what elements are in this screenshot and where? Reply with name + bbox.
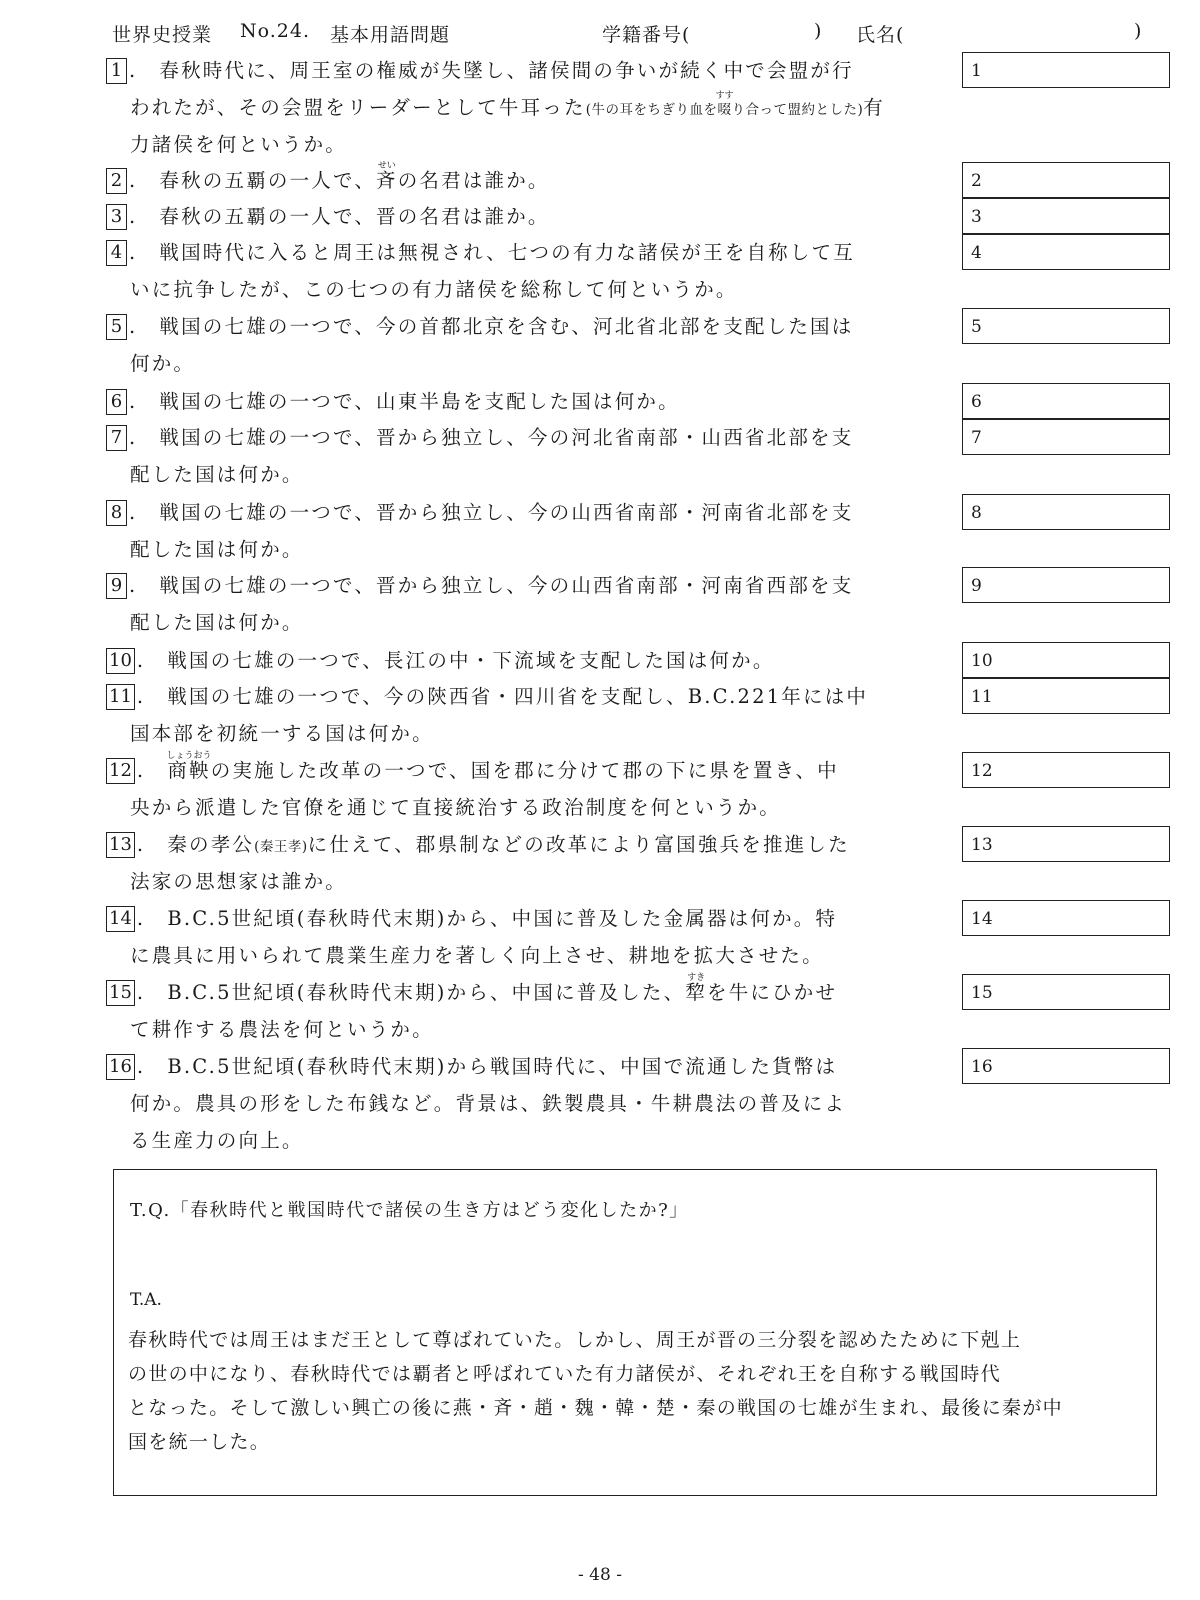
student-id-close: )	[814, 20, 823, 42]
question-2: 2 . 春秋の五覇の一人で、 せい 斉の名君は誰か。	[106, 162, 956, 199]
question-12: 12 . しょうおう 商鞅の実施した改革の一つで、国を郡に分けて郡の下に県を置き、中 央から派遣した官僚を通じて直接統治する政治制度を何というか。	[106, 752, 956, 826]
question-number: 1	[106, 58, 127, 84]
question-3: 3 . 春秋の五覇の一人で、晋の名君は誰か。	[106, 198, 956, 235]
question-1: 1 . 春秋時代に、周王室の権威が失墜し、諸侯間の争いが続く中で会盟が行 われたが、その会盟をリーダーとして牛耳った(牛の耳をちぎり血を すす 啜り合って盟約とした)有 力諸侯を何というか。	[106, 52, 956, 163]
question-10: 10 . 戦国の七雄の一つで、長江の中・下流域を支配した国は何か。	[106, 642, 956, 679]
question-4: 4 . 戦国時代に入ると周王は無視され、七つの有力な諸侯が王を自称して互 いに抗争したが、この七つの有力諸侯を総称して何というか。	[106, 234, 956, 308]
question-15: 15 . B.C.5世紀頃(春秋時代末期)から、中国に普及した、 すき 犂を牛にひかせ て耕作する農法を何というか。	[106, 974, 956, 1048]
worksheet-number: No.24.	[240, 20, 310, 42]
question-14: 14 . B.C.5世紀頃(春秋時代末期)から、中国に普及した金属器は何か。特 に農具に用いられて農業生産力を著しく向上させ、耕地を拡大させた。	[106, 900, 956, 974]
answer-box-14[interactable]: 14	[962, 900, 1170, 936]
question-16: 16 . B.C.5世紀頃(春秋時代末期)から戦国時代に、中国で流通した貨幣は 何か。農具の形をした布銭など。背景は、鉄製農具・牛耕農法の普及によ る生産力の向上。	[106, 1048, 956, 1159]
answer-box-5[interactable]: 5	[962, 308, 1170, 344]
answer-box-2[interactable]: 2	[962, 162, 1170, 198]
answer-box-7[interactable]: 7	[962, 419, 1170, 455]
question-5: 5 . 戦国の七雄の一つで、今の首都北京を含む、河北省北部を支配した国は 何か。	[106, 308, 956, 382]
answer-box-15[interactable]: 15	[962, 974, 1170, 1010]
thinking-question-box	[113, 1169, 1157, 1496]
worksheet-title: 基本用語問題	[330, 24, 451, 46]
question-6: 6 . 戦国の七雄の一つで、山東半島を支配した国は何か。	[106, 383, 956, 420]
question-8: 8 . 戦国の七雄の一つで、晋から独立し、今の山西省南部・河南省北部を支 配した国は何か。	[106, 494, 956, 568]
course-title: 世界史授業	[112, 24, 213, 46]
answer-box-9[interactable]: 9	[962, 567, 1170, 603]
question-7: 7 . 戦国の七雄の一つで、晋から独立し、今の河北省南部・山西省北部を支 配した国は何か。	[106, 419, 956, 493]
answer-box-12[interactable]: 12	[962, 752, 1170, 788]
student-id-label: 学籍番号(	[602, 24, 691, 46]
answer-box-8[interactable]: 8	[962, 494, 1170, 530]
question-11: 11 . 戦国の七雄の一つで、今の陝西省・四川省を支配し、B.C.221年には中 国本部を初統一する国は何か。	[106, 678, 956, 752]
thinking-answer-label: T.A.	[130, 1290, 162, 1310]
answer-box-13[interactable]: 13	[962, 826, 1170, 862]
thinking-answer: 春秋時代では周王はまだ王として尊ばれていた。しかし、周王が晋の三分裂を認めたために下剋上 の世の中になり、春秋時代では覇者と呼ばれていた有力諸侯が、それぞれ王を自称する戦国時代 となった。そして激しい興亡の後に燕・斉・趙・魏・韓・楚・秦の戦国の七雄が生まれ、最後に秦が中 国を統一した。	[128, 1329, 1063, 1453]
answer-box-16[interactable]: 16	[962, 1048, 1170, 1084]
answer-box-10[interactable]: 10	[962, 642, 1170, 678]
name-label: 氏名(	[856, 24, 905, 46]
answer-box-4[interactable]: 4	[962, 234, 1170, 270]
answer-box-6[interactable]: 6	[962, 383, 1170, 419]
name-close: )	[1134, 20, 1143, 42]
answer-box-1[interactable]: 1	[962, 52, 1170, 88]
page-number: - 48 -	[578, 1565, 622, 1585]
thinking-question: T.Q.「春秋時代と戦国時代で諸侯の生き方はどう変化したか?」	[130, 1200, 689, 1221]
answer-box-3[interactable]: 3	[962, 198, 1170, 234]
answer-box-11[interactable]: 11	[962, 678, 1170, 714]
question-9: 9 . 戦国の七雄の一つで、晋から独立し、今の山西省南部・河南省西部を支 配した国は何か。	[106, 567, 956, 641]
question-13: 13 . 秦の孝公(秦王孝)に仕えて、郡県制などの改革により富国強兵を推進した 法家の思想家は誰か。	[106, 826, 956, 900]
